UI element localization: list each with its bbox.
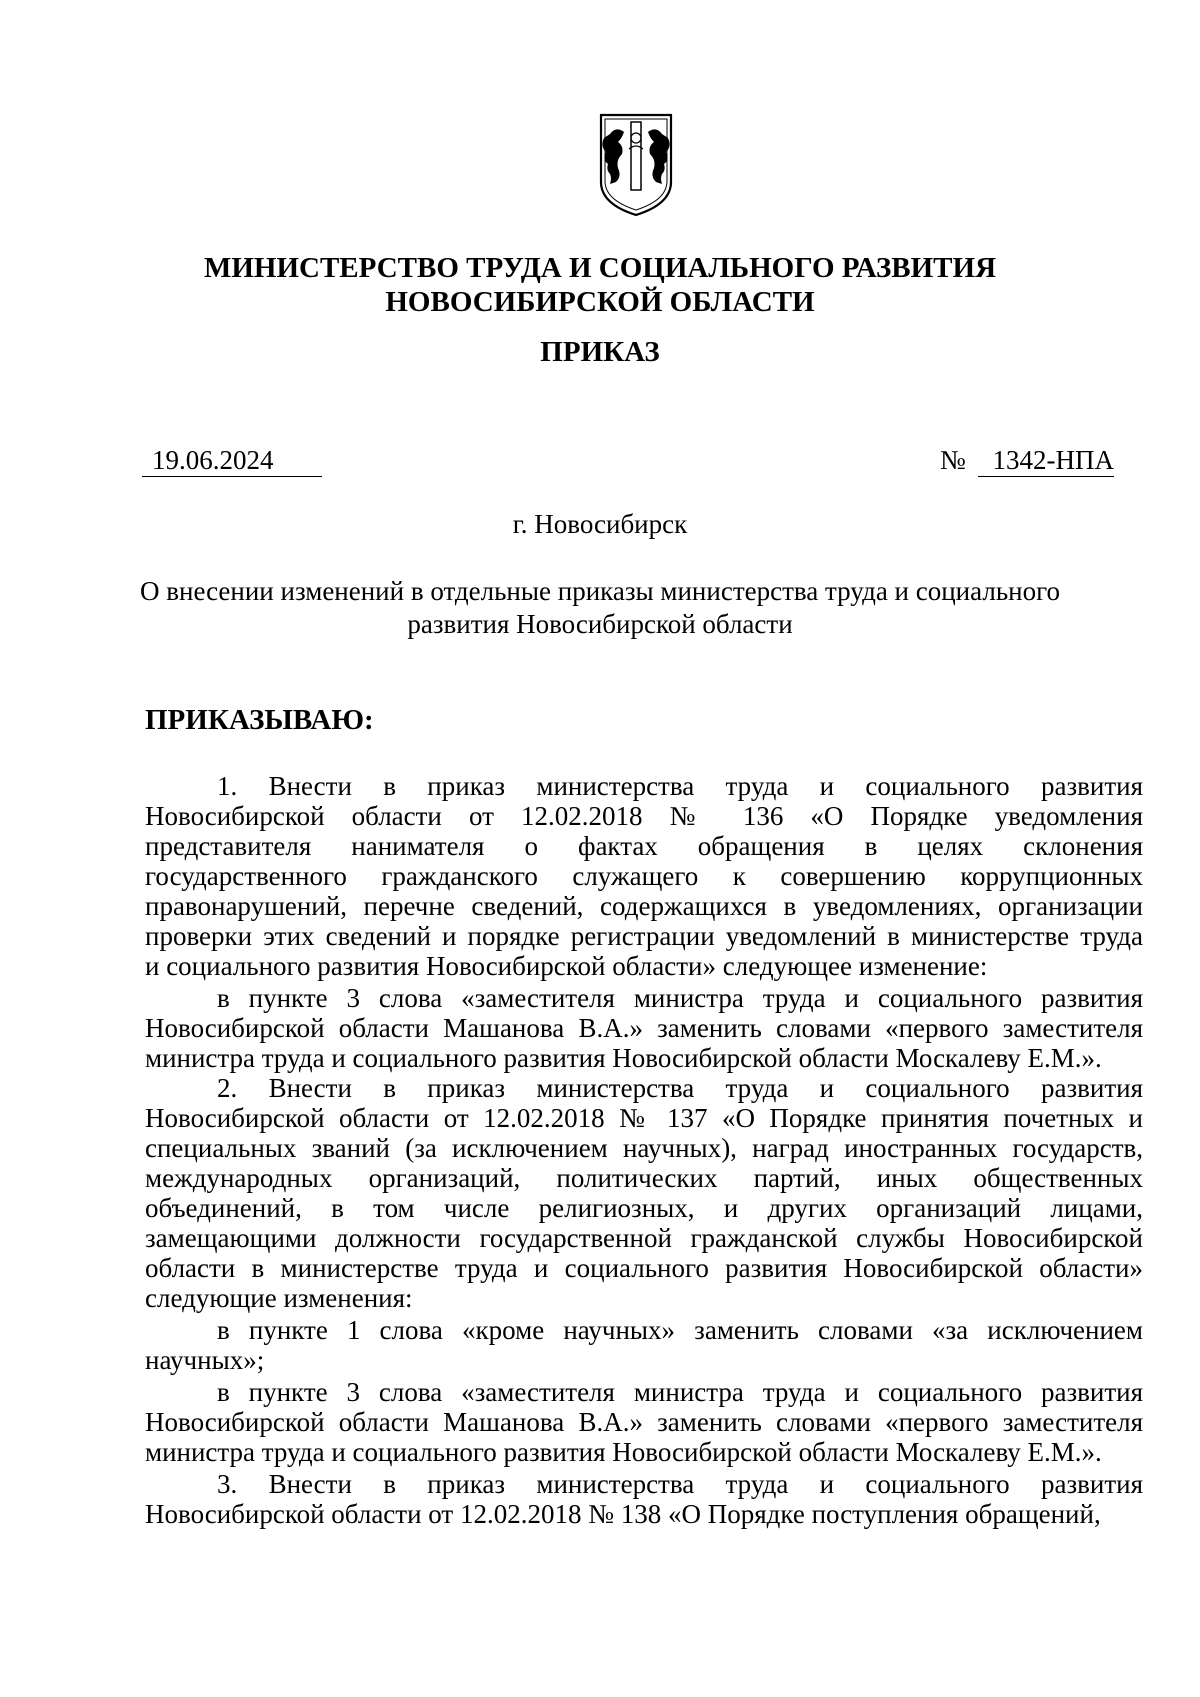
order-date: 19.06.2024 [142,444,322,477]
number-sign: № [940,445,966,475]
body-line: и социального развития Новосибирской области» следующее изменение: [145,951,988,981]
subject-line1: О внесении изменений в отдельные приказы министерства труда и социального [140,576,1060,606]
body-line: 2. Внести в приказ министерства труда и социального развития [217,1073,1143,1103]
body-line: правонарушений, перечне сведений, содержащихся в уведомлениях, организации [145,891,1143,921]
body-line: Новосибирской области Машанова В.А.» заменить словами «первого заместителя [145,1407,1143,1437]
body-line: научных»; [145,1345,265,1375]
city: г. Новосибирск [512,509,688,539]
body-line: Новосибирской области от 12.02.2018 № 136 «О Порядке уведомления [145,801,1143,831]
decree-label: ПРИКАЗЫВАЮ: [145,704,374,736]
body-line: объединений, в том числе религиозных, и других организаций лицами, [145,1193,1143,1223]
body-line: 1. Внести в приказ министерства труда и социального развития [217,771,1143,801]
body-line: замещающими должности государственной гражданской службы Новосибирской [145,1223,1143,1253]
body-line: проверки этих сведений и порядке регистрации уведомлений в министерстве труда [145,921,1143,951]
body-line: области в министерстве труда и социального развития Новосибирской области» [145,1253,1143,1283]
body-line: государственного гражданского служащего к совершению коррупционных [145,861,1143,891]
body-line: представителя нанимателя о фактах обращения в целях склонения [145,831,1143,861]
body-line: Новосибирской области Машанова В.А.» заменить словами «первого заместителя [145,1013,1143,1043]
body-line: международных организаций, политических партий, иных общественных [145,1163,1143,1193]
document-type: ПРИКАЗ [540,336,660,368]
body-line: специальных званий (за исключением научных), наград иностранных государств, [145,1133,1143,1163]
body-line: Новосибирской области от 12.02.2018 № 138 «О Порядке поступления обращений, [145,1499,1101,1529]
order-number: 1342-НПА [978,444,1114,477]
ministry-name-line1: МИНИСТЕРСТВО ТРУДА И СОЦИАЛЬНОГО РАЗВИТИЯ [203,252,997,284]
coat-of-arms-icon [598,112,674,218]
body-line: министра труда и социального развития Новосибирской области Москалеву Е.М.». [145,1043,1102,1073]
body-line: 3. Внести в приказ министерства труда и социального развития [217,1469,1143,1499]
body-line: министра труда и социального развития Новосибирской области Москалеву Е.М.». [145,1437,1102,1467]
body-line: в пункте 1 слова «кроме научных» заменить словами «за исключением [217,1315,1143,1345]
body-line: Новосибирской области от 12.02.2018 № 137 «О Порядке принятия почетных и [145,1103,1143,1133]
body-line: в пункте 3 слова «заместителя министра труда и социального развития [217,983,1143,1013]
subject-line2: развития Новосибирской области [407,609,793,639]
body-line: следующие изменения: [145,1283,413,1313]
ministry-name-line2: НОВОСИБИРСКОЙ ОБЛАСТИ [385,286,815,318]
body-line: в пункте 3 слова «заместителя министра труда и социального развития [217,1377,1143,1407]
